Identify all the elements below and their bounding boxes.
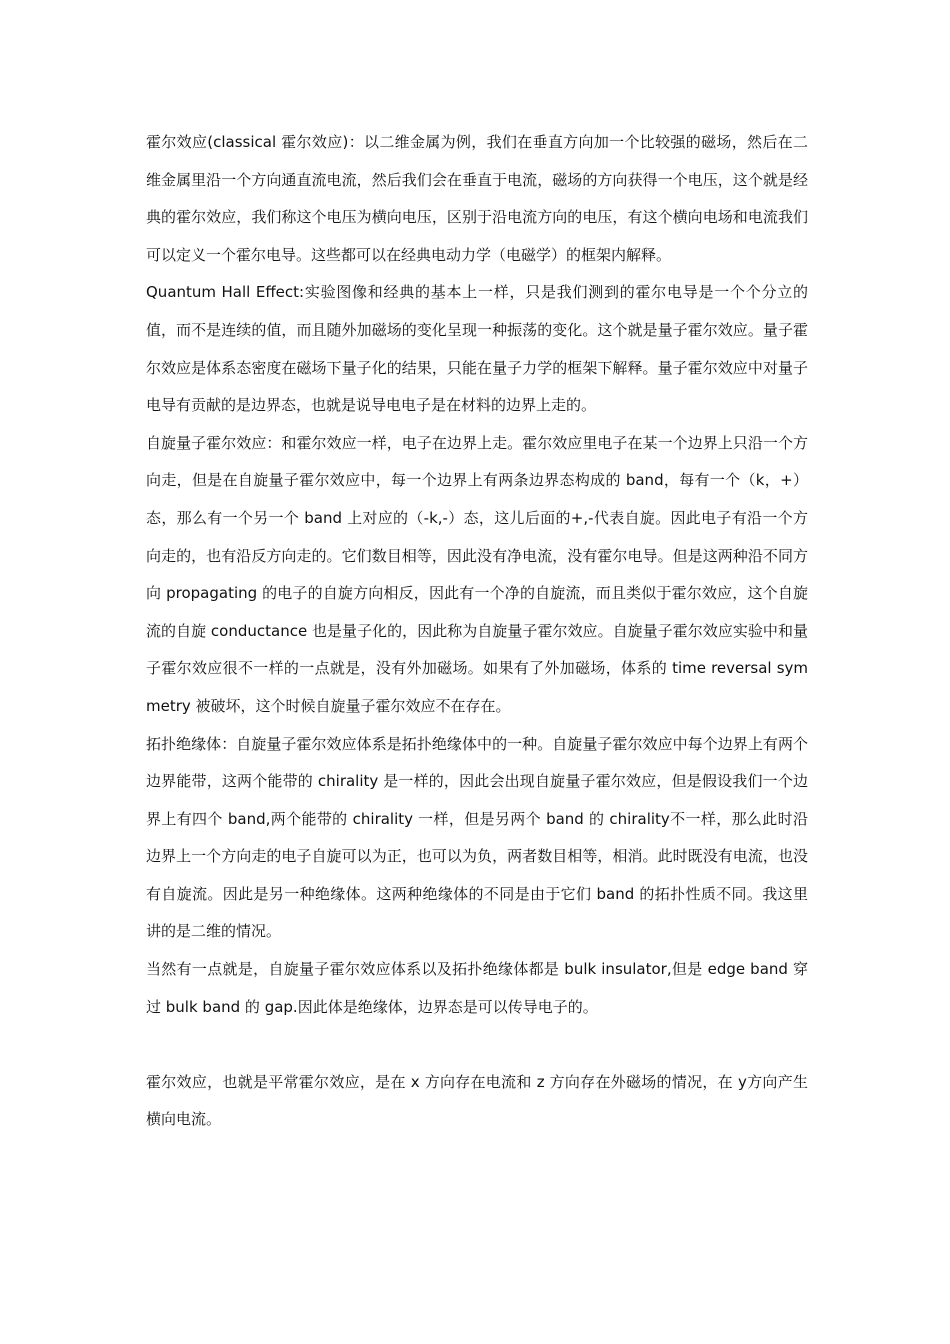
paragraph-topological-insulator: 拓扑绝缘体：自旋量子霍尔效应体系是拓扑绝缘体中的一种。自旋量子霍尔效应中每个边界上有两个边界能带，这两个能带的 chirality 是一样的，因此会出现自旋量子霍尔效应，但是假设我们一个边界上有四个 band,两个能带的 chirality 一样，但是另两个 band 的 chirality不一样，那么此时沿边界上一个方向走的电子自旋可以为正，也可以为负，两者数目相等，相消。此时既没有电流，也没有自旋流。因此是另一种绝缘体。这两种绝缘体的不同是由于它们 band 的拓扑性质不同。我这里讲的是二维的情况。 (146, 734, 808, 941)
paragraph-quantum-hall-effect: Quantum Hall Effect:实验图像和经典的基本上一样，只是我们测到的霍尔电导是一个个分立的值，而不是连续的值，而且随外加磁场的变化呈现一种振荡的变化。这个就是量子霍尔效应。量子霍尔效应是体系态密度在磁场下量子化的结果，只能在量子力学的框架下解释。量子霍尔效应中对量子电导有贡献的是边界态，也就是说导电电子是在材料的边界上走的。 (146, 283, 808, 415)
document-body (146, 124, 808, 1139)
paragraph-bulk-insulator-note: 当然有一点就是，自旋量子霍尔效应体系以及拓扑绝缘体都是 bulk insulator,但是 edge band 穿过 bulk band 的 gap.因此体是绝缘体，边界态是可以传导电子的。 (146, 960, 808, 1016)
paragraph-spacer (146, 1026, 808, 1064)
paragraph-ordinary-hall-effect: 霍尔效应，也就是平常霍尔效应，是在 x 方向存在电流和 z 方向存在外磁场的情况，在 y方向产生横向电流。 (146, 1072, 808, 1129)
paragraph-spin-quantum-hall-effect: 自旋量子霍尔效应：和霍尔效应一样，电子在边界上走。霍尔效应里电子在某一个边界上只沿一个方向走，但是在自旋量子霍尔效应中，每一个边界上有两条边界态构成的 band，每有一个（k，+）态，那么有一个另一个 band 上对应的（-k,-）态，这儿后面的+,-代表自旋。因此电子有沿一个方向走的，也有沿反方向走的。它们数目相等，因此没有净电流，没有霍尔电导。但是这两种沿不同方向 propagating 的电子的自旋方向相反，因此有一个净的自旋流，而且类似于霍尔效应，这个自旋流的自旋 conductance 也是量子化的，因此称为自旋量子霍尔效应。自旋量子霍尔效应实验中和量子霍尔效应很不一样的一点就是，没有外加磁场。如果有了外加磁场，体系的 time reversal symmetry 被破坏，这个时候自旋量子霍尔效应不在存在。 (146, 433, 808, 715)
paragraph-classical-hall-effect: 霍尔效应(classical 霍尔效应)：以二维金属为例，我们在垂直方向加一个比较强的磁场，然后在二维金属里沿一个方向通直流电流，然后我们会在垂直于电流，磁场的方向获得一个电压，这个就是经典的霍尔效应，我们称这个电压为横向电压，区别于沿电流方向的电压，有这个横向电场和电流我们可以定义一个霍尔电导。这些都可以在经典电动力学（电磁学）的框架内解释。 (146, 133, 808, 264)
